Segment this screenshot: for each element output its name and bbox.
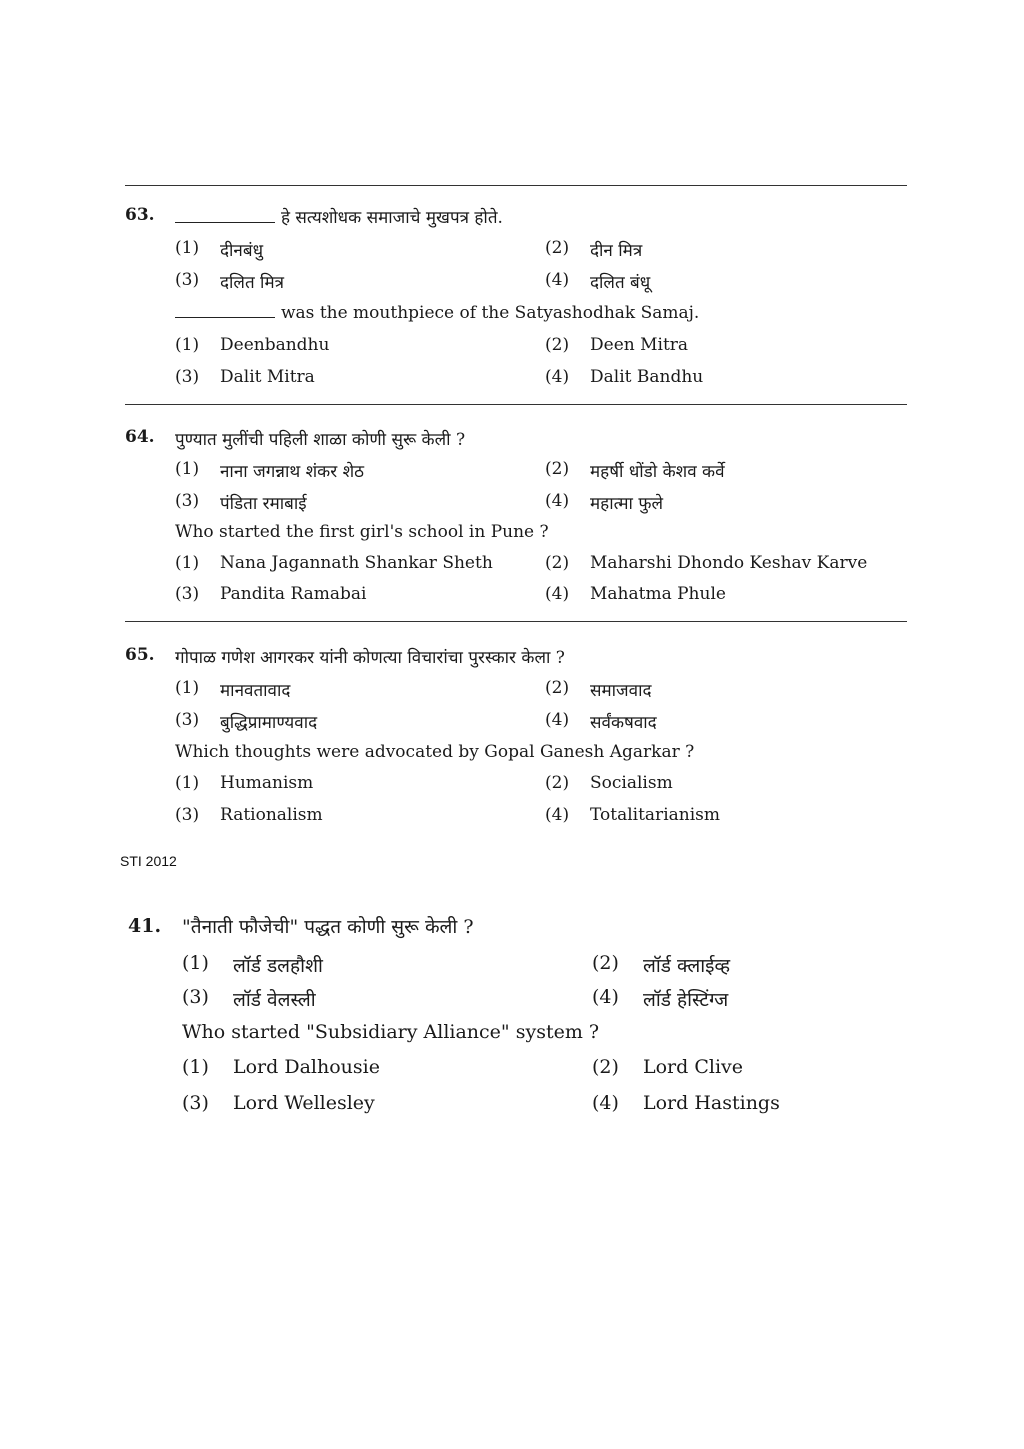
option-text: Deen Mitra bbox=[590, 335, 689, 355]
answer-blank bbox=[175, 303, 275, 318]
option-number: (1) bbox=[175, 773, 200, 793]
option-text: दीनबंधु bbox=[220, 241, 264, 261]
option-number: (3) bbox=[175, 710, 200, 730]
option-number: (2) bbox=[545, 678, 570, 698]
option-text: Lord Clive bbox=[643, 1056, 744, 1078]
option-text: पंडिता रमाबाई bbox=[220, 494, 307, 514]
question-text-english: was the mouthpiece of the Satyashodhak Samaj. bbox=[281, 303, 700, 323]
option-text: लॉर्ड हेस्टिंग्ज bbox=[643, 989, 729, 1011]
question-text-marathi: गोपाळ गणेश आगरकर यांनी कोणत्या विचारांचा पुरस्कार केला ? bbox=[175, 648, 565, 668]
option-text: Dalit Bandhu bbox=[590, 367, 704, 387]
top-divider bbox=[125, 185, 907, 186]
source-label: STI 2012 bbox=[120, 853, 177, 869]
option-text: Lord Dalhousie bbox=[233, 1056, 380, 1078]
question-text-marathi: पुण्यात मुलींची पहिली शाळा कोणी सुरू केली ? bbox=[175, 430, 466, 450]
option-number: (4) bbox=[545, 367, 570, 387]
option-text: Deenbandhu bbox=[220, 335, 330, 355]
option-text: लॉर्ड डलहौशी bbox=[233, 955, 323, 977]
option-text: Socialism bbox=[590, 773, 673, 793]
option-number: (3) bbox=[175, 270, 200, 290]
question-number: 41. bbox=[128, 915, 162, 937]
option-number: (1) bbox=[175, 335, 200, 355]
divider-63-64 bbox=[125, 404, 907, 405]
option-text: Humanism bbox=[220, 773, 314, 793]
option-text: Totalitarianism bbox=[590, 805, 720, 825]
question-number: 63. bbox=[125, 205, 155, 225]
option-text: Pandita Ramabai bbox=[220, 584, 367, 604]
option-number: (1) bbox=[175, 678, 200, 698]
option-number: (3) bbox=[175, 491, 200, 511]
option-number: (2) bbox=[545, 238, 570, 258]
option-number: (1) bbox=[175, 238, 200, 258]
option-text: नाना जगन्नाथ शंकर शेठ bbox=[220, 462, 365, 482]
question-text-english: Who started "Subsidiary Alliance" system ? bbox=[182, 1021, 600, 1043]
option-number: (4) bbox=[592, 1092, 619, 1114]
option-text: Maharshi Dhondo Keshav Karve bbox=[590, 553, 868, 573]
option-number: (2) bbox=[545, 553, 570, 573]
option-number: (4) bbox=[545, 491, 570, 511]
option-text: महर्षी धोंडो केशव कर्वे bbox=[590, 462, 725, 482]
option-text: Mahatma Phule bbox=[590, 584, 726, 604]
option-text: Dalit Mitra bbox=[220, 367, 315, 387]
option-text: बुद्धिप्रामाण्यवाद bbox=[220, 713, 318, 733]
option-number: (2) bbox=[545, 335, 570, 355]
option-text: Lord Wellesley bbox=[233, 1092, 375, 1114]
option-number: (4) bbox=[545, 805, 570, 825]
option-number: (4) bbox=[592, 986, 619, 1008]
option-number: (1) bbox=[175, 459, 200, 479]
option-number: (2) bbox=[592, 952, 619, 974]
option-text: समाजवाद bbox=[590, 681, 652, 701]
answer-blank bbox=[175, 208, 275, 223]
option-text: लॉर्ड वेलस्ली bbox=[233, 989, 316, 1011]
option-number: (3) bbox=[182, 986, 209, 1008]
option-number: (3) bbox=[182, 1092, 209, 1114]
option-text: Rationalism bbox=[220, 805, 323, 825]
option-text: दीन मित्र bbox=[590, 241, 643, 261]
option-text: मानवतावाद bbox=[220, 681, 291, 701]
option-text: दलित मित्र bbox=[220, 273, 285, 293]
option-number: (1) bbox=[182, 1056, 209, 1078]
option-text: दलित बंधू bbox=[590, 273, 651, 293]
divider-64-65 bbox=[125, 621, 907, 622]
option-number: (1) bbox=[182, 952, 209, 974]
option-number: (3) bbox=[175, 367, 200, 387]
option-number: (1) bbox=[175, 553, 200, 573]
option-text: लॉर्ड क्लाईव्ह bbox=[643, 955, 731, 977]
option-text: Lord Hastings bbox=[643, 1092, 780, 1114]
option-number: (2) bbox=[545, 459, 570, 479]
question-number: 64. bbox=[125, 427, 155, 447]
option-number: (4) bbox=[545, 584, 570, 604]
question-text-marathi: "तैनाती फौजेची" पद्धत कोणी सुरू केली ? bbox=[182, 916, 474, 938]
option-number: (3) bbox=[175, 584, 200, 604]
option-text: सर्वंकषवाद bbox=[590, 713, 657, 733]
question-number: 65. bbox=[125, 645, 155, 665]
option-text: महात्मा फुले bbox=[590, 494, 663, 514]
question-text-marathi: हे सत्यशोधक समाजाचे मुखपत्र होते. bbox=[281, 208, 503, 228]
option-text: Nana Jagannath Shankar Sheth bbox=[220, 553, 493, 573]
option-number: (2) bbox=[592, 1056, 619, 1078]
question-text-english: Which thoughts were advocated by Gopal Ganesh Agarkar ? bbox=[175, 742, 695, 762]
option-number: (2) bbox=[545, 773, 570, 793]
option-number: (3) bbox=[175, 805, 200, 825]
option-number: (4) bbox=[545, 710, 570, 730]
option-number: (4) bbox=[545, 270, 570, 290]
question-text-english: Who started the first girl's school in Pune ? bbox=[175, 522, 549, 542]
